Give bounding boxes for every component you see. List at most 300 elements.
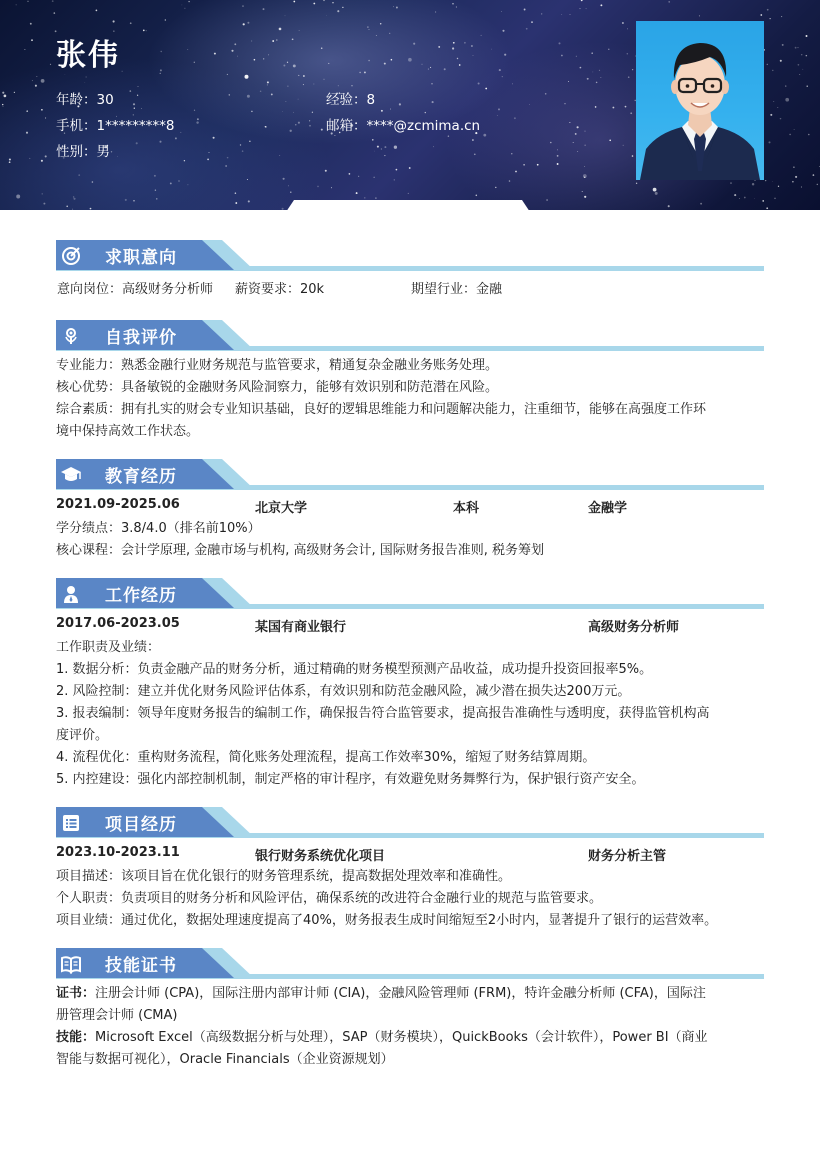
star [314, 84, 315, 85]
star [45, 118, 46, 119]
star [31, 39, 33, 41]
star [90, 208, 92, 210]
star [792, 181, 794, 183]
star [237, 56, 238, 57]
star [321, 129, 323, 131]
star [276, 39, 278, 41]
star [700, 203, 702, 205]
star [799, 74, 800, 75]
star [242, 150, 244, 152]
star [585, 131, 586, 132]
section-header-intent [56, 240, 764, 272]
project-role: 财务分析主管 [588, 849, 667, 864]
work-line: 度评价。 [56, 728, 109, 743]
star [801, 54, 802, 55]
star [37, 76, 38, 77]
star [293, 1, 295, 3]
star [512, 84, 513, 85]
star [290, 130, 292, 132]
star [84, 82, 85, 83]
star [130, 90, 132, 92]
education-courses: 核心课程：会计学原理, 金融市场与机构, 高级财务会计, 国际财务报告准则, 税务筹划 [56, 543, 545, 558]
star [384, 63, 386, 65]
star [476, 195, 478, 197]
star [430, 67, 431, 68]
star [754, 198, 755, 199]
star [452, 47, 454, 49]
star [502, 30, 504, 32]
star [282, 208, 284, 210]
star [326, 15, 327, 16]
star [655, 192, 658, 195]
star [609, 140, 611, 142]
star [30, 23, 32, 25]
star [471, 45, 473, 47]
section-title: 教育经历 [105, 467, 177, 487]
star [184, 160, 185, 161]
star [282, 111, 283, 112]
star [585, 145, 586, 146]
star [499, 69, 501, 71]
star [332, 2, 333, 3]
star [377, 146, 379, 148]
star [524, 9, 526, 11]
star [570, 14, 571, 15]
book-icon [60, 953, 82, 975]
star [632, 69, 633, 70]
star [384, 155, 385, 156]
star [456, 7, 457, 8]
star [586, 8, 587, 9]
star [474, 153, 476, 155]
star [117, 156, 118, 157]
star [422, 64, 423, 65]
star [143, 30, 145, 32]
star [504, 54, 506, 56]
star [584, 166, 585, 167]
star [473, 55, 474, 56]
star [408, 58, 412, 62]
star [225, 165, 226, 166]
star [35, 85, 37, 87]
cert-text: 注册会计师 (CPA)，国际注册内部审计师 (CIA)，金融风险管理师 (FRM)，特许金融分析师 (CFA)，国际注 [95, 986, 706, 1001]
star [260, 90, 262, 92]
header-notch [286, 200, 530, 210]
star [208, 152, 209, 153]
star [227, 74, 228, 75]
star [137, 95, 138, 96]
star [668, 1, 670, 3]
star [481, 35, 482, 36]
star [580, 8, 581, 9]
star [54, 12, 56, 14]
star [806, 55, 808, 57]
star [165, 19, 166, 20]
star [457, 58, 458, 59]
star [773, 101, 774, 102]
star [312, 112, 313, 113]
star [279, 28, 282, 31]
star [444, 68, 446, 70]
star [170, 182, 172, 184]
star [111, 151, 112, 152]
section-title: 自我评价 [105, 328, 177, 348]
star [358, 176, 359, 177]
star [182, 5, 183, 6]
star [794, 129, 795, 130]
star [286, 101, 287, 102]
star [317, 186, 319, 188]
star [394, 179, 395, 180]
star [328, 63, 329, 64]
star [409, 167, 411, 169]
skill-text: Microsoft Excel（高级数据分析与处理），SAP（财务模块），QuickBooks（会计软件），Power BI（商业 [95, 1030, 708, 1045]
star [374, 177, 375, 178]
star [2, 92, 4, 94]
star [564, 103, 565, 104]
star [4, 95, 7, 98]
star [795, 176, 797, 178]
star [9, 161, 11, 163]
star [795, 47, 797, 49]
star [325, 170, 327, 172]
star [16, 5, 17, 6]
star [396, 7, 398, 9]
star [52, 0, 54, 2]
person-icon [60, 583, 82, 605]
star [331, 187, 332, 188]
star [782, 44, 784, 46]
star [196, 121, 198, 123]
section-title: 技能证书 [105, 956, 177, 976]
star [789, 134, 790, 135]
star [793, 166, 795, 168]
star [298, 75, 299, 76]
star [295, 124, 296, 125]
star [625, 106, 627, 108]
star [582, 191, 583, 192]
section-title: 求职意向 [105, 248, 177, 268]
avatar-illustration [636, 21, 764, 180]
star [630, 112, 632, 114]
star [478, 82, 480, 84]
star [399, 103, 401, 105]
star [580, 67, 582, 69]
candidate-name: 张伟 [56, 38, 120, 73]
star [557, 155, 559, 157]
star [573, 142, 574, 143]
work-company: 某国有商业银行 [255, 620, 347, 635]
self-eval-line: 核心优势：具备敏锐的金融财务风险洞察力，能够有效识别和防范潜在风险。 [56, 380, 499, 395]
star [380, 23, 381, 24]
star [265, 126, 266, 127]
star [752, 183, 754, 185]
star [156, 198, 157, 199]
star [298, 99, 299, 100]
star [251, 111, 253, 113]
star [313, 3, 315, 5]
work-line: 1. 数据分析：负责金融产品的财务分析，通过精确的财务模型预测产品收益，成功提升投资回报率5%。 [56, 662, 653, 677]
star [194, 110, 195, 111]
star [802, 69, 803, 70]
section-header-work [56, 578, 764, 610]
star [368, 60, 370, 62]
skill-label: 技能： [56, 1030, 96, 1045]
star [125, 199, 127, 201]
star [561, 55, 563, 57]
star [247, 179, 248, 180]
self-eval-line: 境中保持高效工作状态。 [56, 424, 200, 439]
star [229, 94, 230, 95]
star [26, 132, 28, 134]
profile-photo [636, 21, 764, 180]
star [187, 184, 188, 185]
star [267, 81, 269, 83]
star [263, 8, 265, 10]
star [96, 10, 98, 12]
star [338, 85, 339, 86]
star [287, 86, 288, 87]
star [531, 21, 533, 23]
star [438, 46, 440, 48]
star [376, 35, 377, 36]
star [636, 183, 637, 184]
star [584, 196, 586, 198]
star [491, 49, 492, 50]
star [523, 164, 525, 166]
star [453, 42, 455, 44]
star [612, 107, 614, 109]
star [581, 0, 583, 1]
skill-line [56, 1027, 766, 1049]
star [497, 115, 498, 116]
star [290, 192, 291, 193]
star [309, 125, 311, 127]
star [622, 22, 624, 24]
target-icon [60, 245, 82, 267]
star [817, 184, 818, 185]
star [351, 85, 352, 86]
star [3, 106, 4, 107]
star [541, 13, 542, 14]
star [160, 51, 161, 52]
star [364, 197, 365, 198]
star [254, 59, 256, 61]
education-major: 金融学 [588, 501, 628, 516]
star [287, 62, 288, 63]
star [159, 141, 161, 143]
work-line: 2. 风险控制：建立并优化财务风险评估体系，有效识别和防范金融风险，减少潜在损失达200万元。 [56, 684, 631, 699]
star [154, 175, 156, 177]
project-line: 项目业绩：通过优化，数据处理速度提高了40%，财务报表生成时间缩短至2小时内，显著提升了银行的运营效率。 [56, 913, 718, 928]
star [472, 139, 474, 141]
star [459, 64, 461, 66]
self-eval-line: 综合素质：拥有扎实的财会专业知识基础，良好的逻辑思维能力和问题解决能力，注重细节，能够在高强度工作环 [56, 402, 707, 417]
self-eval-line: 专业能力：熟悉金融行业财务规范与监管要求，精通复杂金融业务账务处理。 [56, 358, 499, 373]
star [381, 148, 382, 149]
star [136, 142, 138, 144]
star [785, 98, 789, 102]
star [668, 205, 670, 207]
star [133, 103, 135, 105]
star [509, 180, 511, 182]
star [303, 75, 305, 77]
star [592, 71, 593, 72]
intent-industry: 期望行业：金融 [411, 282, 503, 297]
star [390, 109, 391, 110]
star [248, 200, 250, 202]
star [141, 108, 142, 109]
star [384, 146, 386, 148]
star [41, 109, 43, 111]
star [389, 33, 390, 34]
star [288, 185, 289, 186]
star [134, 108, 135, 109]
cert-line-continued: 册管理会计师 (CMA) [56, 1008, 178, 1023]
star [433, 146, 434, 147]
star [194, 62, 195, 63]
star [14, 92, 15, 93]
star [545, 93, 547, 95]
star [623, 145, 624, 146]
star [557, 150, 558, 151]
star [227, 157, 229, 159]
section-header-skills [56, 948, 764, 980]
section-title: 项目经历 [105, 815, 177, 835]
star [601, 77, 602, 78]
star [483, 134, 486, 137]
star [744, 197, 746, 199]
work-period: 2017.06-2023.05 [56, 616, 180, 631]
star [780, 60, 782, 62]
star [29, 158, 30, 159]
star [413, 43, 415, 45]
star [511, 153, 512, 154]
list-icon [60, 812, 82, 834]
star [160, 73, 161, 74]
star [2, 104, 3, 105]
star [41, 160, 43, 162]
star [766, 207, 768, 209]
star [772, 181, 773, 182]
star [587, 78, 589, 80]
section-header-education [56, 459, 764, 491]
star [807, 86, 808, 87]
star [798, 64, 800, 66]
star [155, 190, 156, 191]
star [26, 110, 28, 112]
star [557, 163, 559, 165]
star [299, 30, 300, 31]
star [285, 15, 286, 16]
project-line: 个人职责：负责项目的财务分析和风险评估，确保系统的改进符合金融行业的规范与监管要求。 [56, 891, 603, 906]
star [298, 122, 300, 124]
star [231, 50, 233, 52]
star [359, 72, 360, 73]
star [595, 106, 597, 108]
star [138, 86, 139, 87]
star [72, 209, 73, 210]
star [577, 126, 579, 128]
header-banner [0, 0, 820, 210]
star [575, 133, 577, 135]
star [113, 20, 115, 22]
star [45, 155, 47, 157]
star [65, 74, 66, 75]
star [767, 64, 768, 65]
star [303, 84, 304, 85]
star [160, 69, 162, 71]
star [448, 135, 449, 136]
intent-salary: 薪资要求：20k [235, 282, 325, 297]
star [342, 7, 343, 8]
star [43, 203, 45, 205]
star [502, 76, 503, 77]
star [778, 186, 779, 187]
star [187, 49, 188, 50]
star [561, 14, 562, 15]
star [272, 40, 274, 42]
star [214, 53, 216, 55]
education-gpa: 学分绩点：3.8/4.0（排名前10%） [56, 521, 261, 536]
star [283, 65, 285, 67]
star [323, 0, 324, 1]
star [92, 181, 94, 183]
star [734, 194, 736, 196]
star [283, 178, 285, 180]
star [133, 200, 135, 202]
star [263, 58, 264, 59]
star [271, 93, 273, 95]
star [235, 192, 237, 194]
star [86, 77, 87, 78]
star [600, 4, 602, 6]
cert-line [56, 983, 766, 1005]
star [498, 108, 500, 110]
star [349, 173, 351, 175]
star [184, 8, 185, 9]
star [577, 151, 578, 152]
star [234, 43, 236, 45]
star [122, 71, 123, 72]
star [394, 146, 397, 149]
star [774, 198, 775, 199]
flower-icon [60, 325, 82, 347]
star [240, 144, 241, 145]
work-role: 高级财务分析师 [588, 620, 680, 635]
star [432, 101, 434, 103]
star [292, 38, 294, 40]
star [146, 30, 147, 31]
star [213, 137, 215, 139]
star [42, 193, 43, 194]
star [780, 118, 782, 120]
star [760, 14, 762, 16]
star [628, 76, 630, 78]
star [243, 23, 245, 25]
star [797, 47, 798, 48]
star [452, 3, 453, 4]
star [632, 155, 634, 157]
star [324, 79, 325, 80]
star [251, 41, 252, 42]
star [653, 188, 657, 192]
star [501, 11, 502, 12]
star [247, 95, 250, 98]
star [337, 10, 339, 12]
star [32, 80, 33, 81]
star [464, 42, 466, 44]
